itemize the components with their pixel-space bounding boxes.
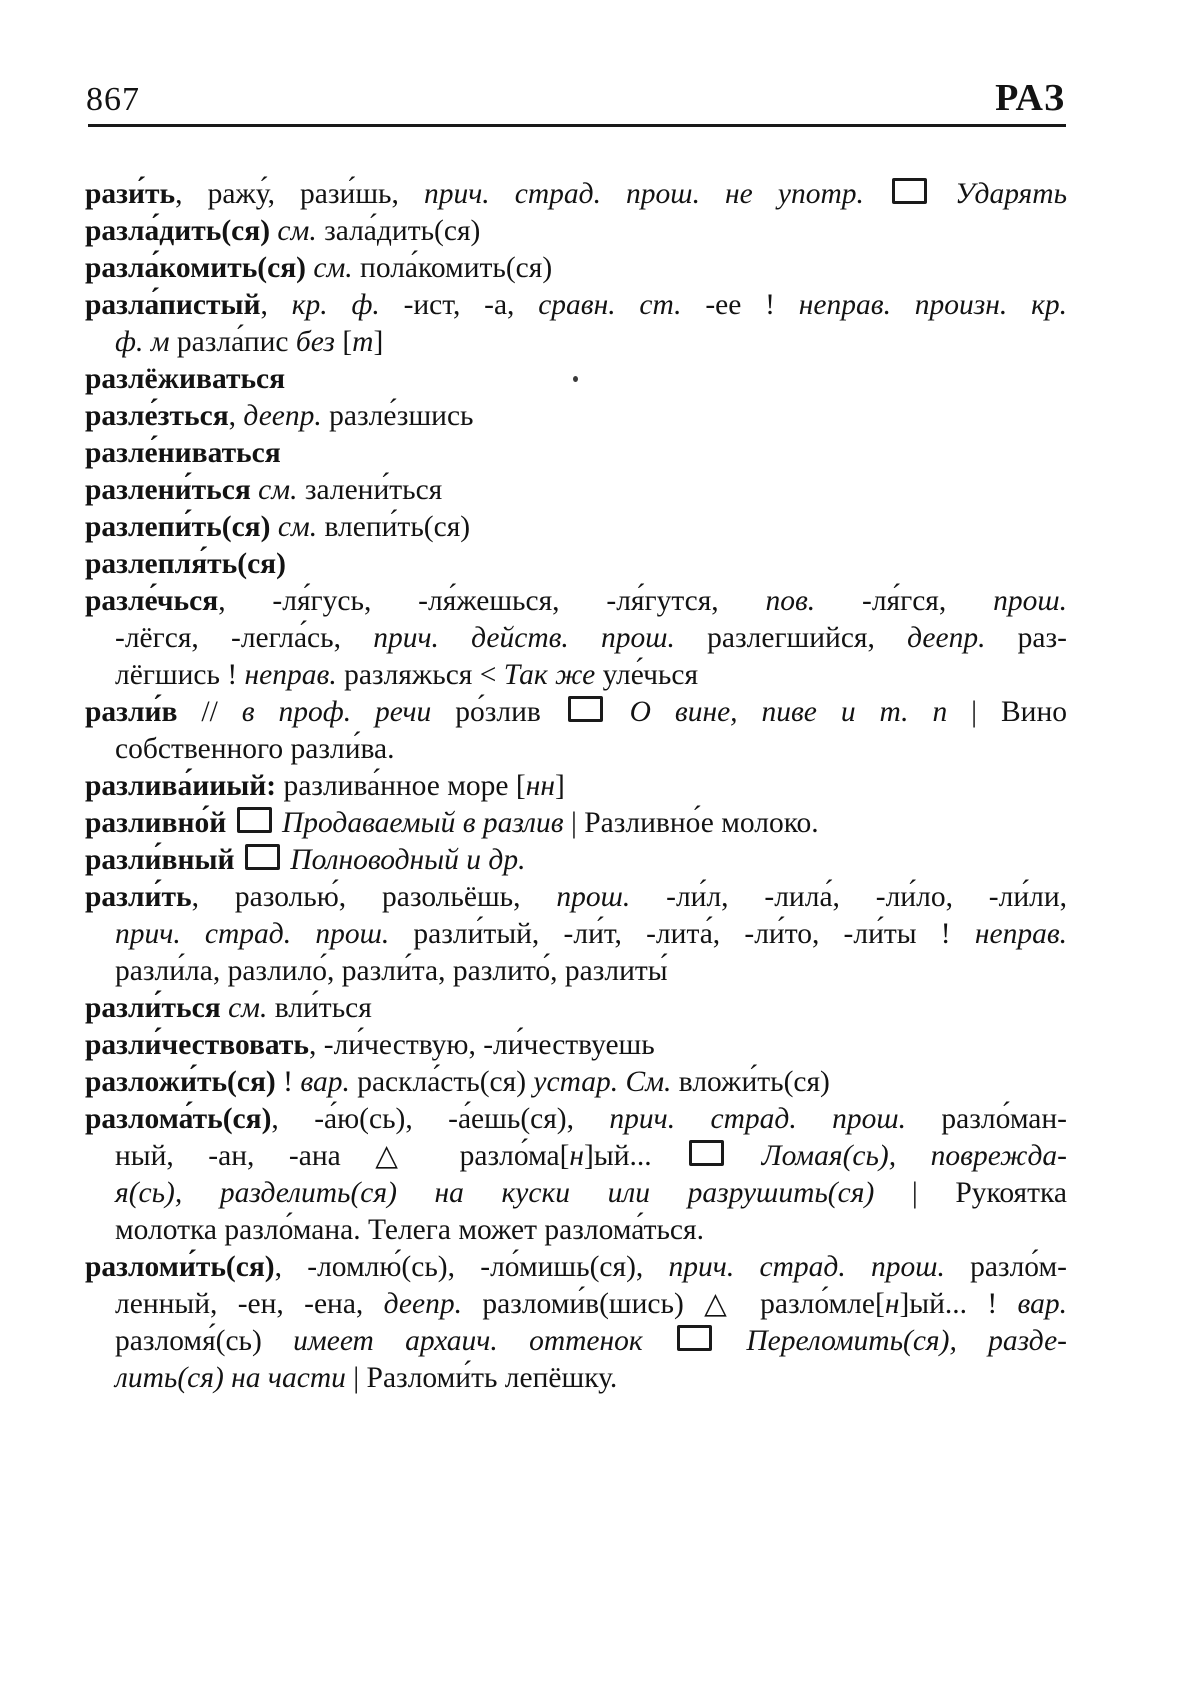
- entry-text: ф. м: [115, 326, 170, 358]
- headword: разла́дить(ся): [85, 215, 271, 247]
- entry-text: я(сь), разделить(ся) на куски или разрушить(ся): [115, 1177, 875, 1209]
- headword: разлени́ться: [85, 474, 251, 506]
- entry-text: -ли́л, -лила́, -ли́ло, -ли́ли,: [630, 881, 1068, 913]
- dictionary-entry-line: [85, 472, 1067, 509]
- entry-text: | Рукоятка: [874, 1177, 1067, 1209]
- entry-text: см.: [228, 992, 268, 1024]
- entry-text: собственного разли́ва.: [115, 733, 395, 765]
- entry-text: зала́дить(ся): [316, 215, 481, 247]
- entry-text: Ударять: [929, 178, 1067, 210]
- dictionary-entry-line: [85, 435, 1067, 472]
- dictionary-entry-line: [85, 620, 1067, 657]
- entry-text: деепр.: [243, 400, 322, 432]
- entry-text: ный, -ан, -ана △ разло́ма[: [115, 1140, 570, 1172]
- headword: разлива́ииый:: [85, 770, 277, 802]
- page-header: [86, 76, 1066, 120]
- headword: разла́комить(ся): [85, 252, 306, 284]
- entry-text: разло́ман-: [906, 1103, 1067, 1135]
- entry-text: ро́злив: [431, 696, 565, 728]
- dictionary-entry-line: [85, 546, 1067, 583]
- headword: разли́в: [85, 696, 178, 728]
- entry-text: [643, 1325, 674, 1357]
- entry-text: Продаваемый в разлив: [274, 807, 564, 839]
- entry-text: вар.: [1017, 1288, 1067, 1320]
- dictionary-entry-line: [85, 213, 1067, 250]
- entry-text: раскла́сть(ся): [349, 1066, 534, 1098]
- page-number: 867: [86, 81, 140, 118]
- entry-text: ]ый...: [584, 1140, 687, 1172]
- dictionary-entry-line: [85, 583, 1067, 620]
- headword: разлома́ть(ся): [85, 1103, 272, 1135]
- entry-text: пола́комить(ся): [352, 252, 553, 284]
- definition-box-icon: [237, 807, 272, 833]
- entry-text: вли́ться: [267, 992, 372, 1024]
- entry-text: влепи́ть(ся): [317, 511, 471, 543]
- entry-text: устар. См.: [533, 1066, 672, 1098]
- headword: разле́ниваться: [85, 437, 281, 469]
- definition-box-icon: [689, 1140, 724, 1166]
- dictionary-entry-line: [85, 1027, 1067, 1064]
- dictionary-entry-line: [85, 953, 1067, 990]
- entry-text: имеет архаич. оттенок: [293, 1325, 643, 1357]
- entry-text: деепр.: [907, 622, 986, 654]
- dictionary-entry-line: [85, 916, 1067, 953]
- guide-word: РАЗ: [995, 77, 1066, 119]
- definition-box-icon: [568, 696, 603, 722]
- entry-text: разло́м-: [944, 1251, 1067, 1283]
- entry-text: [221, 992, 228, 1024]
- entry-text: разли́ла, разлило́, разли́та, разлито́, разлиты́: [115, 955, 668, 987]
- headword: разла́пистый: [85, 289, 261, 321]
- entry-text: см.: [277, 215, 317, 247]
- entry-text: н: [884, 1288, 900, 1320]
- entry-text: , ражу́, рази́шь,: [175, 178, 424, 210]
- entry-text: вложи́ть(ся): [671, 1066, 830, 1098]
- dictionary-entry-line: [85, 1249, 1067, 1286]
- dictionary-entry-line: [85, 509, 1067, 546]
- headword: разли́вный: [85, 844, 235, 876]
- entry-text: разле́зшись: [321, 400, 474, 432]
- entry-text: без: [295, 326, 335, 358]
- headword: разлепи́ть(ся): [85, 511, 271, 543]
- entry-text: ленный, -ен, -ена,: [115, 1288, 384, 1320]
- entry-text: ,: [228, 400, 244, 432]
- entry-text: , -ломлю́(сь), -ло́мишь(ся),: [274, 1251, 669, 1283]
- entry-text: ]ый... !: [899, 1288, 1018, 1320]
- dictionary-entry-line: [85, 1175, 1067, 1212]
- entry-text: ,: [260, 289, 292, 321]
- entry-text: н: [569, 1140, 585, 1172]
- headword: разлёживаться: [85, 363, 286, 395]
- entry-text: кр. ф.: [291, 289, 380, 321]
- definition-box-icon: [245, 844, 280, 870]
- entry-text: Полноводный и др.: [282, 844, 526, 876]
- entry-text: [: [334, 326, 353, 358]
- headword: разли́чествовать: [85, 1029, 309, 1061]
- entry-text: разляжься <: [336, 659, 504, 691]
- entry-text: [226, 807, 233, 839]
- dictionary-entry-line: [85, 1101, 1067, 1138]
- entry-text: прош.: [993, 585, 1067, 617]
- entry-text: , разолью́, разольёшь,: [191, 881, 557, 913]
- dictionary-entry-line: [85, 287, 1067, 324]
- entry-text: -ист, -а,: [379, 289, 539, 321]
- entry-text: разломя́(сь): [115, 1325, 294, 1357]
- entry-text: !: [275, 1066, 301, 1098]
- dictionary-entry-line: [85, 694, 1067, 731]
- entry-text: прич. страд. прош. не употр.: [423, 178, 889, 210]
- entry-text: , -а́ю(сь), -а́ешь(ся),: [271, 1103, 610, 1135]
- entry-text: Ломая(сь), поврежда-: [727, 1140, 1067, 1172]
- entry-text: пов.: [765, 585, 816, 617]
- entry-text: в проф. речи: [241, 696, 432, 728]
- entry-text: вар.: [300, 1066, 350, 1098]
- headword: разли́ться: [85, 992, 221, 1024]
- header-rule: [88, 124, 1066, 127]
- headword: разливно́й: [85, 807, 227, 839]
- entry-text: залени́ться: [297, 474, 443, 506]
- dictionary-entry-line: [85, 657, 1067, 694]
- definition-box-icon: [892, 178, 927, 204]
- entry-text: разла́пис: [169, 326, 296, 358]
- entry-text: лёгшись !: [115, 659, 245, 691]
- headword: разле́зться: [85, 400, 229, 432]
- entry-text: | Разливно́е молоко.: [563, 807, 819, 839]
- dictionary-entry-line: [85, 361, 1067, 398]
- entry-text: -ее !: [681, 289, 799, 321]
- entry-text: молотка разло́мана. Телега может разлома́ться.: [115, 1214, 704, 1246]
- entry-text: , -ли́чествую, -ли́чествуешь: [309, 1029, 655, 1061]
- entry-text: разлива́нное море [: [276, 770, 526, 802]
- entry-text: неправ.: [244, 659, 337, 691]
- entry-text: прош.: [556, 881, 631, 913]
- entry-text: см.: [277, 511, 318, 543]
- entry-text: т: [352, 326, 374, 358]
- dictionary-entry-line: [85, 176, 1067, 213]
- headword: разложи́ть(ся): [85, 1066, 276, 1098]
- headword: разломи́ть(ся): [85, 1251, 275, 1283]
- definition-box-icon: [677, 1325, 712, 1351]
- entry-text: прич. страд. прош.: [609, 1103, 907, 1135]
- entry-text: -лёгся, -легла́сь,: [115, 622, 374, 654]
- entry-text: неправ.: [974, 918, 1068, 950]
- entry-list: [85, 176, 1067, 1397]
- entry-text: ]: [555, 770, 565, 802]
- dictionary-entry-line: [85, 1064, 1067, 1101]
- entry-text: ]: [373, 326, 384, 358]
- entry-text: | Разломи́ть лепёшку.: [345, 1362, 618, 1394]
- dictionary-entry-line: [85, 1138, 1067, 1175]
- entry-text: прич. страд. прош.: [668, 1251, 945, 1283]
- entry-text: [270, 511, 277, 543]
- entry-text: Так же: [503, 659, 596, 691]
- dictionary-entry-line: [85, 1212, 1067, 1249]
- entry-text: см.: [313, 252, 353, 284]
- headword: разле́чься: [85, 585, 219, 617]
- dictionary-entry-line: [85, 1323, 1067, 1360]
- dictionary-entry-line: [85, 1286, 1067, 1323]
- entry-text: , -ля́гусь, -ля́жешься, -ля́гутся,: [218, 585, 766, 617]
- dictionary-entry-line: [85, 990, 1067, 1027]
- headword: разлепля́ть(ся): [85, 548, 286, 580]
- entry-text: разломи́в(шись) △ разло́мле[: [461, 1288, 885, 1320]
- dictionary-entry-line: [85, 731, 1067, 768]
- dictionary-entry-line: [85, 879, 1067, 916]
- entry-text: прич. страд. прош.: [115, 918, 390, 950]
- dictionary-entry-line: [85, 250, 1067, 287]
- dictionary-entry-line: [85, 805, 1067, 842]
- entry-text: [235, 844, 242, 876]
- entry-text: неправ. произн. кр.: [798, 289, 1067, 321]
- entry-text: //: [177, 696, 242, 728]
- headword: разли́ть: [85, 881, 192, 913]
- entry-text: О вине, пиве и т. п: [605, 696, 948, 728]
- entry-text: нн: [525, 770, 556, 802]
- dictionary-entry-line: [85, 1360, 1067, 1397]
- headword: рази́ть: [85, 178, 176, 210]
- dictionary-entry-line: [85, 842, 1067, 879]
- entry-text: уле́чься: [595, 659, 699, 691]
- entry-text: Переломить(ся), разде-: [715, 1325, 1067, 1357]
- dictionary-entry-line: [85, 398, 1067, 435]
- entry-text: раз-: [985, 622, 1067, 654]
- entry-text: деепр.: [383, 1288, 462, 1320]
- entry-text: разлегшийся,: [674, 622, 908, 654]
- entry-text: прич. действ. прош.: [373, 622, 675, 654]
- dictionary-entry-line: [85, 768, 1067, 805]
- entry-text: | Вино: [947, 696, 1068, 728]
- entry-text: лить(ся) на части: [115, 1362, 346, 1394]
- dictionary-entry-line: [85, 324, 1067, 361]
- entry-text: см.: [258, 474, 298, 506]
- entry-text: разли́тый, -ли́т, -лита́, -ли́то, -ли́ты !: [389, 918, 975, 950]
- entry-text: -ля́гся,: [815, 585, 994, 617]
- entry-text: сравн. ст.: [538, 289, 682, 321]
